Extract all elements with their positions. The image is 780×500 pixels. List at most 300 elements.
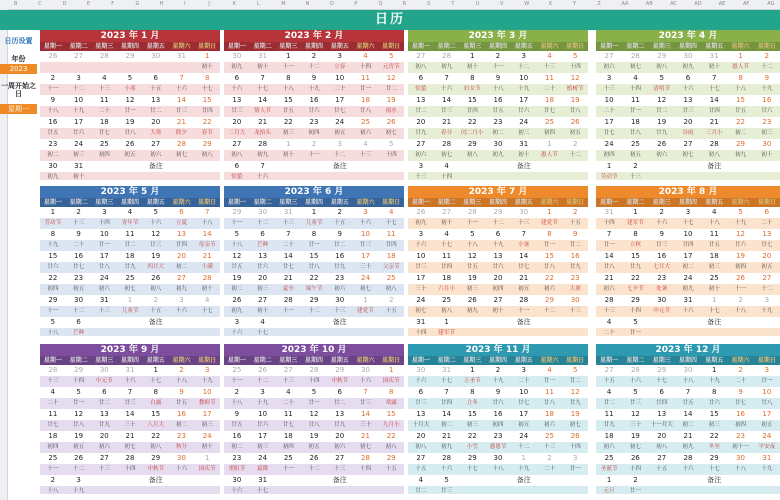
day-cell[interactable]: 5: [234, 230, 240, 238]
day-cell[interactable]: 15: [467, 96, 477, 104]
day-cell[interactable]: 14: [709, 96, 719, 104]
day-cell[interactable]: 4: [444, 162, 449, 170]
day-cell[interactable]: 27: [442, 208, 452, 216]
day-cell[interactable]: 5: [572, 366, 578, 374]
day-cell[interactable]: 10: [762, 388, 772, 396]
day-cell[interactable]: 25: [125, 274, 135, 282]
day-cell[interactable]: 31: [442, 366, 452, 374]
day-cell[interactable]: 22: [467, 118, 477, 126]
day-cell[interactable]: 1: [153, 366, 158, 374]
day-cell[interactable]: 23: [176, 432, 186, 440]
day-cell[interactable]: 9: [764, 74, 770, 82]
day-cell[interactable]: 28: [467, 208, 477, 216]
day-cell[interactable]: 16: [570, 252, 580, 260]
day-cell[interactable]: 1: [606, 476, 612, 484]
day-cell[interactable]: 12: [232, 252, 242, 260]
day-cell[interactable]: 29: [544, 296, 554, 304]
day-cell[interactable]: 4: [50, 388, 56, 396]
day-cell[interactable]: 8: [388, 388, 394, 396]
day-cell[interactable]: 15: [48, 252, 58, 260]
day-cell[interactable]: 20: [335, 432, 345, 440]
day-cell[interactable]: 28: [360, 454, 370, 462]
day-cell[interactable]: 2: [50, 74, 56, 82]
day-cell[interactable]: 1: [470, 52, 475, 60]
day-cell[interactable]: 1: [633, 208, 638, 216]
day-cell[interactable]: 29: [125, 52, 135, 60]
day-cell[interactable]: 21: [442, 118, 452, 126]
day-cell[interactable]: 9: [337, 230, 342, 238]
day-cell[interactable]: 19: [151, 252, 161, 260]
day-cell[interactable]: 21: [442, 432, 452, 440]
day-cell[interactable]: 22: [386, 432, 396, 440]
day-cell[interactable]: 13: [416, 410, 426, 418]
day-cell[interactable]: 5: [572, 52, 578, 60]
day-cell[interactable]: 20: [176, 252, 186, 260]
day-cell[interactable]: 20: [683, 118, 693, 126]
day-cell[interactable]: 30: [48, 162, 58, 170]
day-cell[interactable]: 6: [260, 230, 265, 238]
day-cell[interactable]: 22: [736, 118, 745, 126]
day-cell[interactable]: 19: [232, 274, 242, 282]
day-cell[interactable]: 14: [125, 410, 135, 418]
day-cell[interactable]: 2: [76, 208, 81, 216]
day-cell[interactable]: 26: [232, 296, 242, 304]
day-cell[interactable]: 29: [493, 208, 503, 216]
day-cell[interactable]: 8: [712, 388, 717, 396]
day-cell[interactable]: 24: [416, 296, 426, 304]
day-cell[interactable]: 29: [736, 140, 745, 148]
day-cell[interactable]: 1: [470, 366, 475, 374]
day-cell[interactable]: 8: [547, 230, 552, 238]
day-cell[interactable]: 19: [309, 432, 319, 440]
day-cell[interactable]: 1: [521, 454, 526, 462]
day-cell[interactable]: 23: [309, 118, 319, 126]
day-cell[interactable]: 8: [153, 388, 158, 396]
day-cell[interactable]: 1: [286, 140, 291, 148]
day-cell[interactable]: 3: [418, 230, 424, 238]
day-cell[interactable]: 17: [258, 432, 268, 440]
day-cell[interactable]: 27: [151, 140, 161, 148]
day-cell[interactable]: 16: [232, 432, 242, 440]
day-cell[interactable]: 15: [386, 410, 396, 418]
day-cell[interactable]: 25: [544, 432, 554, 440]
day-cell[interactable]: 30: [416, 366, 426, 374]
day-cell[interactable]: 6: [102, 388, 107, 396]
day-cell[interactable]: 26: [74, 454, 84, 462]
day-cell[interactable]: 14: [176, 96, 186, 104]
day-cell[interactable]: 28: [709, 140, 719, 148]
day-cell[interactable]: 30: [493, 454, 503, 462]
day-cell[interactable]: 17: [519, 96, 529, 104]
day-cell[interactable]: 1: [738, 52, 743, 60]
day-cell[interactable]: 5: [311, 388, 317, 396]
day-cell[interactable]: 3: [260, 388, 265, 396]
day-cell[interactable]: 4: [204, 296, 210, 304]
day-cell[interactable]: 28: [630, 366, 640, 374]
day-cell[interactable]: 3: [606, 74, 612, 82]
day-cell[interactable]: 4: [444, 230, 449, 238]
day-cell[interactable]: 14: [442, 410, 452, 418]
day-cell[interactable]: 16: [74, 252, 84, 260]
day-cell[interactable]: 14: [683, 410, 693, 418]
day-cell[interactable]: 29: [309, 296, 319, 304]
day-cell[interactable]: 5: [153, 208, 158, 216]
day-cell[interactable]: 11: [544, 388, 554, 396]
day-cell[interactable]: 1: [547, 208, 552, 216]
day-cell[interactable]: 12: [74, 410, 84, 418]
day-cell[interactable]: 28: [48, 366, 58, 374]
day-cell[interactable]: 27: [683, 140, 693, 148]
day-cell[interactable]: 5: [388, 52, 394, 60]
day-cell[interactable]: 12: [736, 230, 745, 238]
day-cell[interactable]: 10: [604, 96, 614, 104]
day-cell[interactable]: 1: [204, 454, 210, 462]
day-cell[interactable]: 17: [74, 118, 84, 126]
day-cell[interactable]: 20: [151, 118, 161, 126]
day-cell[interactable]: 16: [657, 252, 667, 260]
day-cell[interactable]: 2: [547, 454, 552, 462]
day-cell[interactable]: 20: [232, 118, 242, 126]
day-cell[interactable]: 25: [386, 274, 396, 282]
day-cell[interactable]: 21: [709, 118, 719, 126]
day-cell[interactable]: 21: [283, 274, 293, 282]
day-cell[interactable]: 25: [232, 366, 242, 374]
day-cell[interactable]: 26: [416, 208, 426, 216]
day-cell[interactable]: 15: [151, 410, 161, 418]
day-cell[interactable]: 12: [467, 252, 477, 260]
day-cell[interactable]: 16: [335, 252, 345, 260]
day-cell[interactable]: 11: [125, 230, 135, 238]
day-cell[interactable]: 13: [176, 230, 186, 238]
day-cell[interactable]: 31: [258, 52, 268, 60]
day-cell[interactable]: 3: [76, 74, 81, 82]
day-cell[interactable]: 20: [657, 432, 667, 440]
day-cell[interactable]: 4: [633, 74, 638, 82]
day-cell[interactable]: 18: [442, 274, 452, 282]
day-cell[interactable]: 16: [309, 96, 319, 104]
day-cell[interactable]: 12: [630, 410, 640, 418]
day-cell[interactable]: 16: [48, 118, 58, 126]
day-cell[interactable]: 16: [736, 410, 745, 418]
day-cell[interactable]: 9: [234, 410, 240, 418]
day-cell[interactable]: 12: [386, 74, 396, 82]
day-cell[interactable]: 24: [360, 274, 370, 282]
day-cell[interactable]: 6: [179, 208, 184, 216]
day-cell[interactable]: 14: [604, 252, 614, 260]
day-cell[interactable]: 1: [606, 162, 612, 170]
day-cell[interactable]: 2: [572, 140, 578, 148]
day-cell[interactable]: 22: [709, 432, 719, 440]
day-cell[interactable]: 2: [738, 296, 743, 304]
day-cell[interactable]: 13: [258, 252, 268, 260]
day-cell[interactable]: 22: [283, 118, 293, 126]
day-cell[interactable]: 14: [519, 252, 529, 260]
day-cell[interactable]: 18: [360, 96, 370, 104]
day-cell[interactable]: 6: [337, 388, 342, 396]
day-cell[interactable]: 30: [232, 476, 242, 484]
day-cell[interactable]: 29: [657, 366, 667, 374]
day-cell[interactable]: 22: [309, 274, 319, 282]
day-cell[interactable]: 27: [232, 140, 242, 148]
day-cell[interactable]: 4: [363, 52, 368, 60]
day-cell[interactable]: 2: [311, 140, 317, 148]
day-cell[interactable]: 29: [48, 296, 58, 304]
day-cell[interactable]: 25: [630, 140, 640, 148]
day-cell[interactable]: 30: [683, 366, 693, 374]
day-cell[interactable]: 6: [659, 388, 664, 396]
day-cell[interactable]: 15: [736, 96, 745, 104]
day-cell[interactable]: 12: [309, 410, 319, 418]
day-cell[interactable]: 21: [604, 274, 614, 282]
day-cell[interactable]: 21: [202, 252, 212, 260]
day-cell[interactable]: 27: [493, 296, 503, 304]
day-cell[interactable]: 7: [179, 74, 184, 82]
day-cell[interactable]: 28: [442, 52, 452, 60]
day-cell[interactable]: 2: [50, 476, 56, 484]
day-cell[interactable]: 1: [712, 296, 717, 304]
day-cell[interactable]: 6: [418, 74, 424, 82]
day-cell[interactable]: 26: [630, 454, 640, 462]
day-cell[interactable]: 3: [337, 52, 342, 60]
day-cell[interactable]: 17: [762, 410, 772, 418]
day-cell[interactable]: 22: [544, 274, 554, 282]
day-cell[interactable]: 5: [76, 388, 81, 396]
day-cell[interactable]: 6: [234, 162, 240, 170]
day-cell[interactable]: 7: [260, 74, 265, 82]
day-cell[interactable]: 7: [127, 388, 133, 396]
day-cell[interactable]: 5: [50, 318, 56, 326]
day-cell[interactable]: 28: [630, 52, 640, 60]
day-cell[interactable]: 3: [764, 366, 770, 374]
day-cell[interactable]: 8: [286, 74, 291, 82]
day-cell[interactable]: 18: [48, 432, 58, 440]
day-cell[interactable]: 24: [604, 140, 614, 148]
day-cell[interactable]: 2: [764, 52, 770, 60]
day-cell[interactable]: 29: [467, 454, 477, 462]
day-cell[interactable]: 26: [309, 454, 319, 462]
day-cell[interactable]: 11: [442, 252, 452, 260]
day-cell[interactable]: 3: [76, 476, 81, 484]
day-cell[interactable]: 26: [386, 118, 396, 126]
day-cell[interactable]: 21: [176, 118, 186, 126]
day-cell[interactable]: 4: [547, 366, 552, 374]
day-cell[interactable]: 14: [442, 96, 452, 104]
day-cell[interactable]: 7: [685, 388, 691, 396]
day-cell[interactable]: 16: [176, 410, 186, 418]
day-cell[interactable]: 18: [283, 432, 293, 440]
day-cell[interactable]: 31: [283, 208, 293, 216]
day-cell[interactable]: 4: [286, 388, 291, 396]
day-cell[interactable]: 30: [360, 366, 370, 374]
day-cell[interactable]: 17: [604, 118, 614, 126]
day-cell[interactable]: 13: [416, 96, 426, 104]
day-cell[interactable]: 2: [311, 52, 317, 60]
day-cell[interactable]: 2: [179, 366, 184, 374]
day-cell[interactable]: 28: [283, 296, 293, 304]
day-cell[interactable]: 29: [202, 140, 212, 148]
day-cell[interactable]: 13: [762, 230, 772, 238]
day-cell[interactable]: 19: [74, 432, 84, 440]
day-cell[interactable]: 27: [762, 274, 772, 282]
day-cell[interactable]: 7: [204, 208, 210, 216]
day-cell[interactable]: 30: [657, 296, 667, 304]
day-cell[interactable]: 10: [519, 388, 529, 396]
day-cell[interactable]: 7: [286, 230, 291, 238]
day-cell[interactable]: 15: [630, 252, 640, 260]
day-cell[interactable]: 30: [74, 296, 84, 304]
day-cell[interactable]: 31: [604, 208, 614, 216]
day-cell[interactable]: 21: [519, 274, 529, 282]
day-cell[interactable]: 29: [232, 208, 242, 216]
day-cell[interactable]: 23: [48, 140, 58, 148]
day-cell[interactable]: 18: [604, 432, 614, 440]
day-cell[interactable]: 31: [99, 296, 109, 304]
day-cell[interactable]: 18: [125, 252, 135, 260]
day-cell[interactable]: 14: [202, 230, 212, 238]
day-cell[interactable]: 16: [762, 96, 772, 104]
day-cell[interactable]: 5: [633, 388, 638, 396]
day-cell[interactable]: 6: [685, 74, 691, 82]
day-cell[interactable]: 3: [521, 52, 526, 60]
day-cell[interactable]: 18: [99, 118, 109, 126]
day-cell[interactable]: 31: [762, 454, 772, 462]
day-cell[interactable]: 21: [125, 432, 135, 440]
day-cell[interactable]: 9: [179, 388, 184, 396]
day-cell[interactable]: 5: [633, 318, 638, 326]
day-cell[interactable]: 24: [762, 432, 772, 440]
day-cell[interactable]: 7: [712, 74, 717, 82]
day-cell[interactable]: 3: [179, 296, 184, 304]
day-cell[interactable]: 5: [738, 208, 743, 216]
day-cell[interactable]: 25: [604, 454, 614, 462]
day-cell[interactable]: 5: [388, 140, 394, 148]
day-cell[interactable]: 10: [360, 230, 370, 238]
day-cell[interactable]: 15: [309, 252, 319, 260]
day-cell[interactable]: 12: [151, 230, 161, 238]
day-cell[interactable]: 29: [657, 52, 667, 60]
day-cell[interactable]: 23: [493, 432, 503, 440]
day-cell[interactable]: 29: [709, 454, 719, 462]
day-cell[interactable]: 23: [657, 274, 667, 282]
day-cell[interactable]: 27: [657, 454, 667, 462]
day-cell[interactable]: 9: [572, 230, 578, 238]
day-cell[interactable]: 21: [360, 432, 370, 440]
day-cell[interactable]: 4: [260, 318, 265, 326]
day-cell[interactable]: 23: [736, 432, 745, 440]
day-cell[interactable]: 9: [76, 230, 81, 238]
day-cell[interactable]: 2: [153, 296, 158, 304]
day-cell[interactable]: 4: [418, 476, 424, 484]
day-cell[interactable]: 27: [283, 366, 293, 374]
day-cell[interactable]: 17: [335, 96, 345, 104]
day-cell[interactable]: 20: [493, 274, 503, 282]
day-cell[interactable]: 6: [234, 74, 240, 82]
day-cell[interactable]: 1: [712, 366, 717, 374]
day-cell[interactable]: 10: [519, 74, 529, 82]
day-cell[interactable]: 12: [570, 74, 580, 82]
day-cell[interactable]: 30: [493, 140, 503, 148]
day-cell[interactable]: 30: [762, 140, 772, 148]
day-cell[interactable]: 30: [258, 208, 268, 216]
day-cell[interactable]: 12: [125, 96, 135, 104]
day-cell[interactable]: 8: [633, 230, 638, 238]
day-cell[interactable]: 19: [630, 432, 640, 440]
day-cell[interactable]: 28: [442, 140, 452, 148]
day-cell[interactable]: 22: [467, 432, 477, 440]
day-cell[interactable]: 5: [444, 476, 449, 484]
day-cell[interactable]: 1: [547, 140, 552, 148]
day-cell[interactable]: 26: [657, 140, 667, 148]
day-cell[interactable]: 10: [258, 410, 268, 418]
day-cell[interactable]: 9: [495, 388, 501, 396]
day-cell[interactable]: 18: [544, 96, 554, 104]
day-cell[interactable]: 27: [74, 52, 84, 60]
day-cell[interactable]: 17: [416, 274, 426, 282]
day-cell[interactable]: 19: [125, 118, 135, 126]
day-cell[interactable]: 28: [519, 296, 529, 304]
day-cell[interactable]: 24: [335, 118, 345, 126]
day-cell[interactable]: 28: [176, 140, 186, 148]
day-cell[interactable]: 2: [234, 388, 240, 396]
day-cell[interactable]: 6: [495, 230, 501, 238]
day-cell[interactable]: 3: [764, 296, 770, 304]
day-cell[interactable]: 15: [283, 96, 293, 104]
day-cell[interactable]: 18: [709, 252, 719, 260]
day-cell[interactable]: 3: [337, 140, 342, 148]
day-cell[interactable]: 26: [570, 118, 580, 126]
day-cell[interactable]: 19: [386, 96, 396, 104]
year-value[interactable]: 2023: [0, 64, 37, 74]
day-cell[interactable]: 8: [470, 74, 475, 82]
day-cell[interactable]: 1: [286, 52, 291, 60]
day-cell[interactable]: 27: [99, 454, 109, 462]
day-cell[interactable]: 31: [74, 162, 84, 170]
day-cell[interactable]: 27: [604, 52, 614, 60]
day-cell[interactable]: 7: [521, 230, 526, 238]
day-cell[interactable]: 1: [388, 366, 394, 374]
day-cell[interactable]: 13: [683, 96, 693, 104]
day-cell[interactable]: 30: [99, 366, 109, 374]
day-cell[interactable]: 17: [360, 252, 370, 260]
day-cell[interactable]: 24: [202, 432, 212, 440]
day-cell[interactable]: 28: [604, 296, 614, 304]
day-cell[interactable]: 3: [685, 208, 691, 216]
day-cell[interactable]: 31: [683, 296, 693, 304]
day-cell[interactable]: 5: [127, 74, 133, 82]
day-cell[interactable]: 3: [234, 318, 240, 326]
day-cell[interactable]: 4: [606, 388, 612, 396]
day-cell[interactable]: 4: [102, 74, 107, 82]
day-cell[interactable]: 2: [572, 208, 578, 216]
day-cell[interactable]: 22: [630, 274, 640, 282]
day-cell[interactable]: 17: [519, 410, 529, 418]
day-cell[interactable]: 27: [335, 454, 345, 462]
day-cell[interactable]: 14: [283, 252, 293, 260]
day-cell[interactable]: 29: [74, 366, 84, 374]
day-cell[interactable]: 7: [363, 388, 368, 396]
day-cell[interactable]: 10: [416, 252, 426, 260]
day-cell[interactable]: 20: [416, 118, 426, 126]
day-cell[interactable]: 24: [74, 140, 84, 148]
day-cell[interactable]: 6: [764, 208, 770, 216]
day-cell[interactable]: 1: [204, 52, 210, 60]
day-cell[interactable]: 6: [76, 318, 81, 326]
day-cell[interactable]: 27: [416, 454, 426, 462]
day-cell[interactable]: 2: [633, 476, 638, 484]
day-cell[interactable]: 1: [444, 318, 449, 326]
day-cell[interactable]: 26: [151, 274, 161, 282]
day-cell[interactable]: 2: [337, 208, 342, 216]
